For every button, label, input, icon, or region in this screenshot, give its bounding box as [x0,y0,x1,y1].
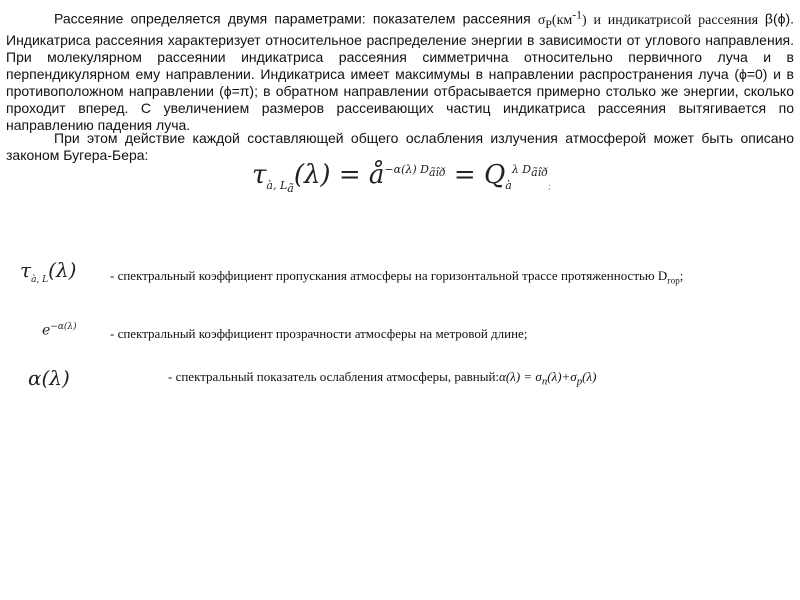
definition-attenuation: - спектральный показатель ослабления атмосферы, равный:α(λ) = $\sigma_п(\lambda)+\sigma_р(\lambda)$ [168,369,597,388]
paragraph-bouguer-law [6,130,794,164]
paragraph-scattering [6,6,794,134]
bouguer-beer-formula: $\tau_{à, L_ã}(\lambda)$ = $å^{-\alpha(\lambda) D_{ãîð}} = Q_à^{\lambda D_{ãîð}}_;$ [252,160,552,196]
tau-symbol: $\tau_{à, L}(\lambda)$ [20,258,77,285]
text-part: При этом действие каждой составляющей общего ослабления излучения атмосферой может быть описано законом Бугера-Бера: [6,130,794,163]
beta-symbol: β(ϕ). [764,10,794,27]
formula-semicolon: ; [547,181,552,192]
alpha-symbol: α(λ) [28,366,70,390]
text-part: Индикатриса рассеяния характеризует относительное распределение энергии в зависимости от углового направления. При молекулярном рассеянии индикатриса рассеяния симметрична относительно первичного луча и в перпендикулярном ему направлении. Индикатриса имеет максимумы в направлении распространения луча (ϕ=0) и в противоположном направлении (ϕ=π); в обратном направлении отбрасывается примерно столько же энергии, сколько проходит вперед. С увеличением размеров рассеивающих частиц индикатриса рассеяния вытягивается по направлению падения луча. [6,32,794,134]
definition-transparency: - спектральный коэффициент прозрачности атмосферы на метровой длине; [110,326,528,341]
definition-transmission: - спектральный коэффициент пропускания атмосферы на горизонтальной трассе протяженностью $D_{гор}$; [110,268,684,286]
exp-symbol: $e^{-\alpha(\lambda)}$ [42,322,77,339]
sigma-symbol: $\sigma_Р(км^{-1})$ и индикатрисой рассеяния [537,8,765,31]
text-part: Рассеяние определяется двумя параметрами: показателем рассеяния [54,10,538,27]
